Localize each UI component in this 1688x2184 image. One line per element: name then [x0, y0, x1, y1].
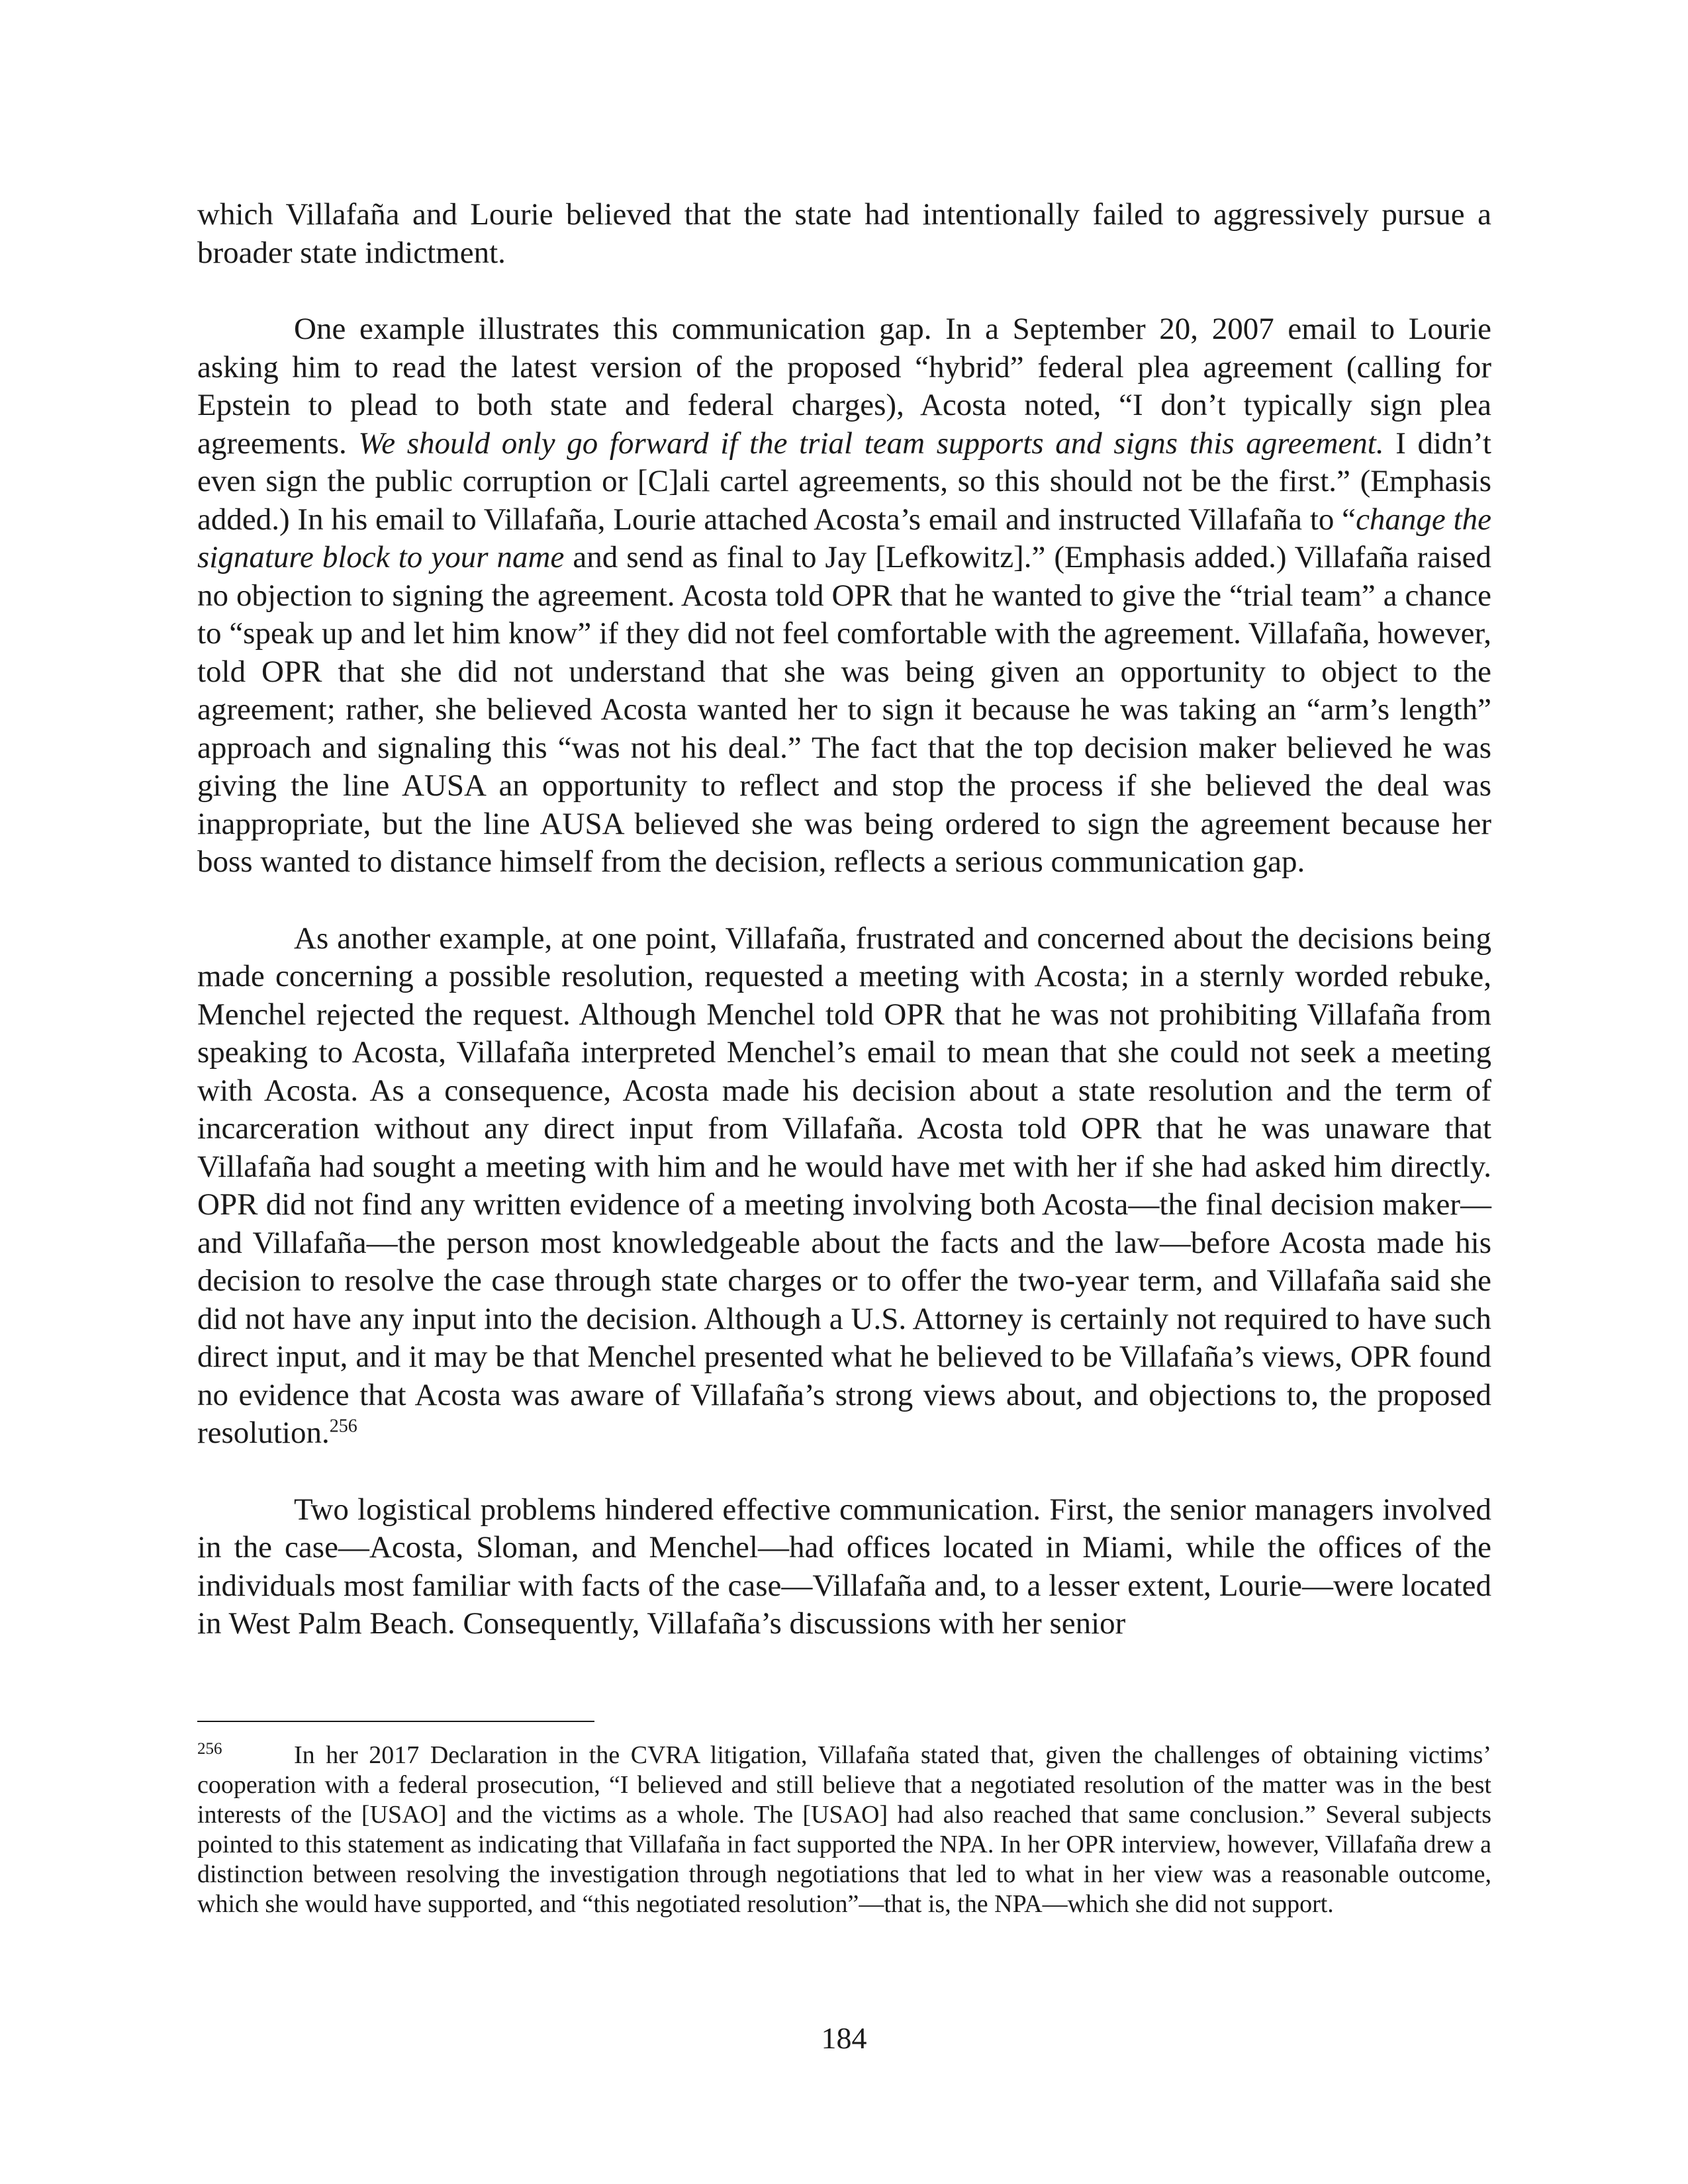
paragraph-text: I didn’t even sign the public corruption or [C]ali cartel agreements, so this should not be the first.” (Emphasis added.) In his email to Villafaña, Lourie attached Acosta’s email and instructed Villafaña to “	[197, 426, 1491, 537]
paragraph-continuation: which Villafaña and Lourie believed that the state had intentionally failed to aggressively pursue a broader state indictment.	[197, 197, 1491, 270]
footnote-256: 256 In her 2017 Declaration in the CVRA litigation, Villafaña stated that, given the challenges of obtaining victims’ cooperation with a federal prosecution, “I believed and still believe that a negotiated resolution of the matter was in the best interests of the [USAO] and the victims as a whole. The [USAO] had also reached that same conclusion.” Several subjects pointed to this statement as indicating that Villafaña in fact supported the NPA. In her OPR interview, however, Villafaña drew a distinction between resolving the investigation through negotiations that led to what in her view was a reasonable outcome, which she would have supported, and “this negotiated resolution”—that is, the NPA—which she did not support.	[197, 1740, 1491, 1918]
paragraph-plea-agreement-example	[197, 310, 1491, 882]
paragraph-text: As another example, at one point, Villafaña, frustrated and concerned about the decisions being made concerning a possible resolution, requested a meeting with Acosta; in a sternly worded rebuke, Menchel rejected the request. Although Menchel told OPR that he was not prohibiting Villafaña from speaking to Acosta, Villafaña interpreted Menchel’s email to mean that she could not seek a meeting with Acosta. As a consequence, Acosta made his decision about a state resolution and the term of incarceration without any direct input from Villafaña. Acosta told OPR that he was unaware that Villafaña had sought a meeting with him and he would have met with her if she had asked him directly. OPR did not find any written evidence of a meeting involving both Acosta—the final decision maker—and Villafaña—the person most knowledgeable about the facts and the law—before Acosta made his decision to resolve the case through state charges or to offer the two-year term, and Villafaña said she did not have any input into the decision. Although a U.S. Attorney is certainly not required to have such direct input, and it may be that Menchel presented what he believed to be Villafaña’s views, OPR found no evidence that Acosta was aware of Villafaña’s strong views about, and objections to, the proposed resolution.	[197, 921, 1491, 1450]
paragraph-text: and send as final to Jay [Lefkowitz].” (Emphasis added.) Villafaña raised no objection to signing the agreement. Acosta told OPR that he wanted to give the “trial team” a chance to “speak up and let him know” if they did not feel comfortable with the agreement. Villafaña, however, told OPR that she did not understand that she was being given an opportunity to object to the agreement; rather, she believed Acosta wanted her to sign it because he was taking an “arm’s length” approach and signaling this “was not his deal.” The fact that the top decision maker believed he was giving the line AUSA an opportunity to reflect and stop the process if she believed the deal was inappropriate, but the line AUSA believed she was being ordered to sign the agreement because her boss wanted to distance himself from the decision, reflects a serious communication gap.	[197, 540, 1491, 879]
document-body	[197, 196, 1491, 1682]
footnote-section	[197, 1721, 1491, 1919]
footnote-reference: 256	[329, 1416, 357, 1437]
page-number: 184	[821, 2021, 867, 2055]
footnote-text: In her 2017 Declaration in the CVRA litigation, Villafaña stated that, given the challenges of obtaining victims’ cooperation with a federal prosecution, “I believed and still believe that a negotiated resolution of the matter was in the best interests of the [USAO] and the victims as a whole. The [USAO] had also reached that same conclusion.” Several subjects pointed to this statement as indicating that Villafaña in fact supported the NPA. In her OPR interview, however, Villafaña drew a distinction between resolving the investigation through negotiations that led to what in her view was a reasonable outcome, which she would have supported, and “this negotiated resolution”—that is, the NPA—which she did not support.	[197, 1741, 1491, 1918]
paragraph-logistical-problems: Two logistical problems hindered effective communication. First, the senior managers involved in the case—Acosta, Sloman, and Menchel—had offices located in Miami, while the offices of the individuals most familiar with facts of the case—Villafaña and, to a lesser extent, Lourie—were located in West Palm Beach. Consequently, Villafaña’s discussions with her senior	[197, 1492, 1491, 1641]
paragraph-meeting-example	[197, 920, 1491, 1453]
emphasized-quote: We should only go forward if the trial team supports and signs this agreement.	[358, 426, 1384, 461]
paragraph-text: One example illustrates this communication gap. In a September 20, 2007 email to Lourie asking him to read the latest version of the proposed “hybrid” federal plea agreement (calling for Epstein to plead to both state and federal charges), Acosta noted, “I don’t typically sign plea agreements.	[197, 312, 1491, 461]
footnote-divider	[197, 1721, 594, 1722]
emphasized-quote: change the signature block to your name	[197, 502, 1492, 574]
